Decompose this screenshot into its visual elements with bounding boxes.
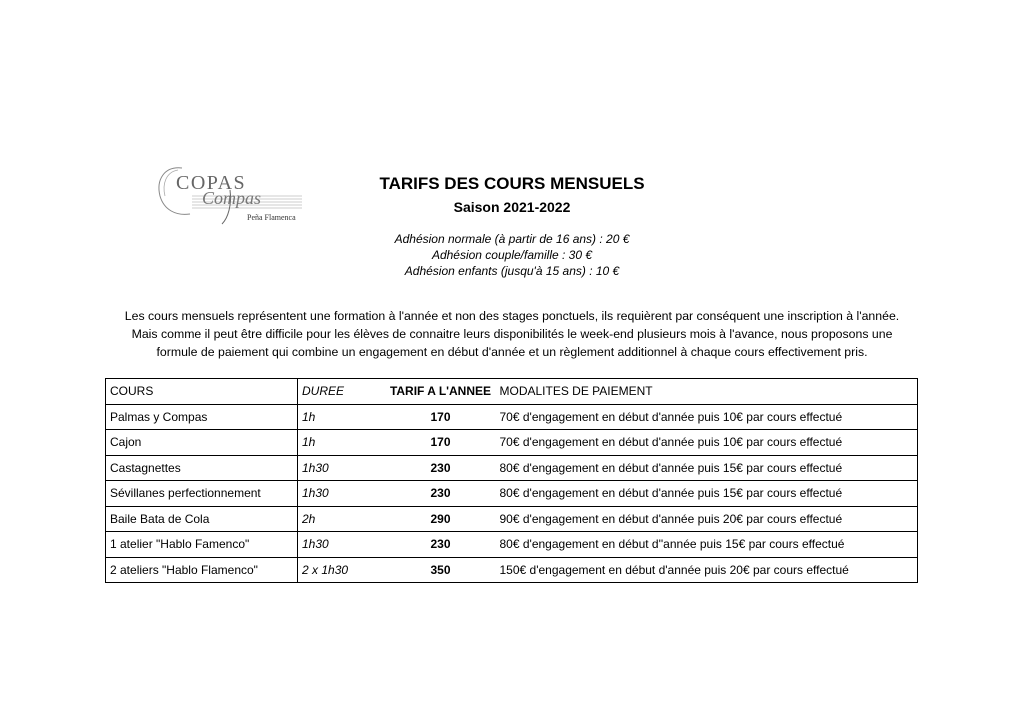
rates-table [105,378,918,583]
cell-cours: Sévillanes perfectionnement [106,481,298,507]
cell-modalites: 80€ d'engagement en début d'année puis 15€ par cours effectué [496,455,918,481]
table-row [106,557,918,583]
table-row [106,430,918,456]
cell-duree: 1h30 [298,481,386,507]
adhesion-normale: Adhésion normale (à partir de 16 ans) : 20 € [394,232,630,246]
adhesion-enfants: Adhésion enfants (jusqu'à 15 ans) : 10 € [404,264,620,278]
cell-cours: Castagnettes [106,455,298,481]
cell-duree: 1h30 [298,455,386,481]
intro-line-1: Les cours mensuels représentent une formation à l'année et non des stages ponctuels, ils requièrent par conséquent une inscription à l'année. [124,309,900,323]
copas-compas-logo [152,160,312,230]
table-row [106,506,918,532]
cell-tarif: 230 [386,481,496,507]
cell-modalites: 80€ d'engagement en début d'année puis 15€ par cours effectué [496,481,918,507]
logo-pena-text: Peña Flamenca [247,213,296,222]
table-row [106,404,918,430]
cell-duree: 1h [298,430,386,456]
table-header-row [106,379,918,405]
cell-tarif: 290 [386,506,496,532]
cell-cours: Baile Bata de Cola [106,506,298,532]
cell-modalites: 70€ d'engagement en début d'année puis 10€ par cours effectué [496,404,918,430]
intro-line-2: Mais comme il peut être difficile pour les élèves de connaitre leurs disponibilités le week-end plusieurs mois à l'avance, nous proposons une [131,327,893,341]
cell-modalites: 90€ d'engagement en début d'année puis 20€ par cours effectué [496,506,918,532]
header-modalites: MODALITES DE PAIEMENT [496,379,918,405]
cell-modalites: 80€ d'engagement en début d''année puis 15€ par cours effectué [496,532,918,558]
cell-duree: 1h [298,404,386,430]
adhesion-couple: Adhésion couple/famille : 30 € [431,248,593,262]
logo-copas-text: COPAS [176,172,247,194]
cell-duree: 2h [298,506,386,532]
cell-cours: 1 atelier "Hablo Famenco" [106,532,298,558]
intro-line-3: formule de paiement qui combine un engagement en début d'année et un règlement additionnel à chaque cours effectivement pris. [156,345,868,359]
cell-duree: 1h30 [298,532,386,558]
cell-tarif: 350 [386,557,496,583]
cell-cours: 2 ateliers "Hablo Flamenco" [106,557,298,583]
cell-cours: Palmas y Compas [106,404,298,430]
cell-modalites: 70€ d'engagement en début d'année puis 10€ par cours effectué [496,430,918,456]
header-tarif: TARIF A L'ANNEE [386,379,496,405]
cell-tarif: 230 [386,455,496,481]
cell-tarif: 170 [386,430,496,456]
cell-duree: 2 x 1h30 [298,557,386,583]
table-row [106,532,918,558]
header-cours: COURS [106,379,298,405]
cell-tarif: 230 [386,532,496,558]
season-subtitle: Saison 2021-2022 [453,199,571,215]
logo-compas-text: Compas [202,188,262,208]
cell-modalites: 150€ d'engagement en début d'année puis 20€ par cours effectué [496,557,918,583]
cell-tarif: 170 [386,404,496,430]
table-row [106,455,918,481]
table-row [106,481,918,507]
header-duree: DUREE [298,379,386,405]
cell-cours: Cajon [106,430,298,456]
page-title: TARIFS DES COURS MENSUELS [379,174,645,193]
